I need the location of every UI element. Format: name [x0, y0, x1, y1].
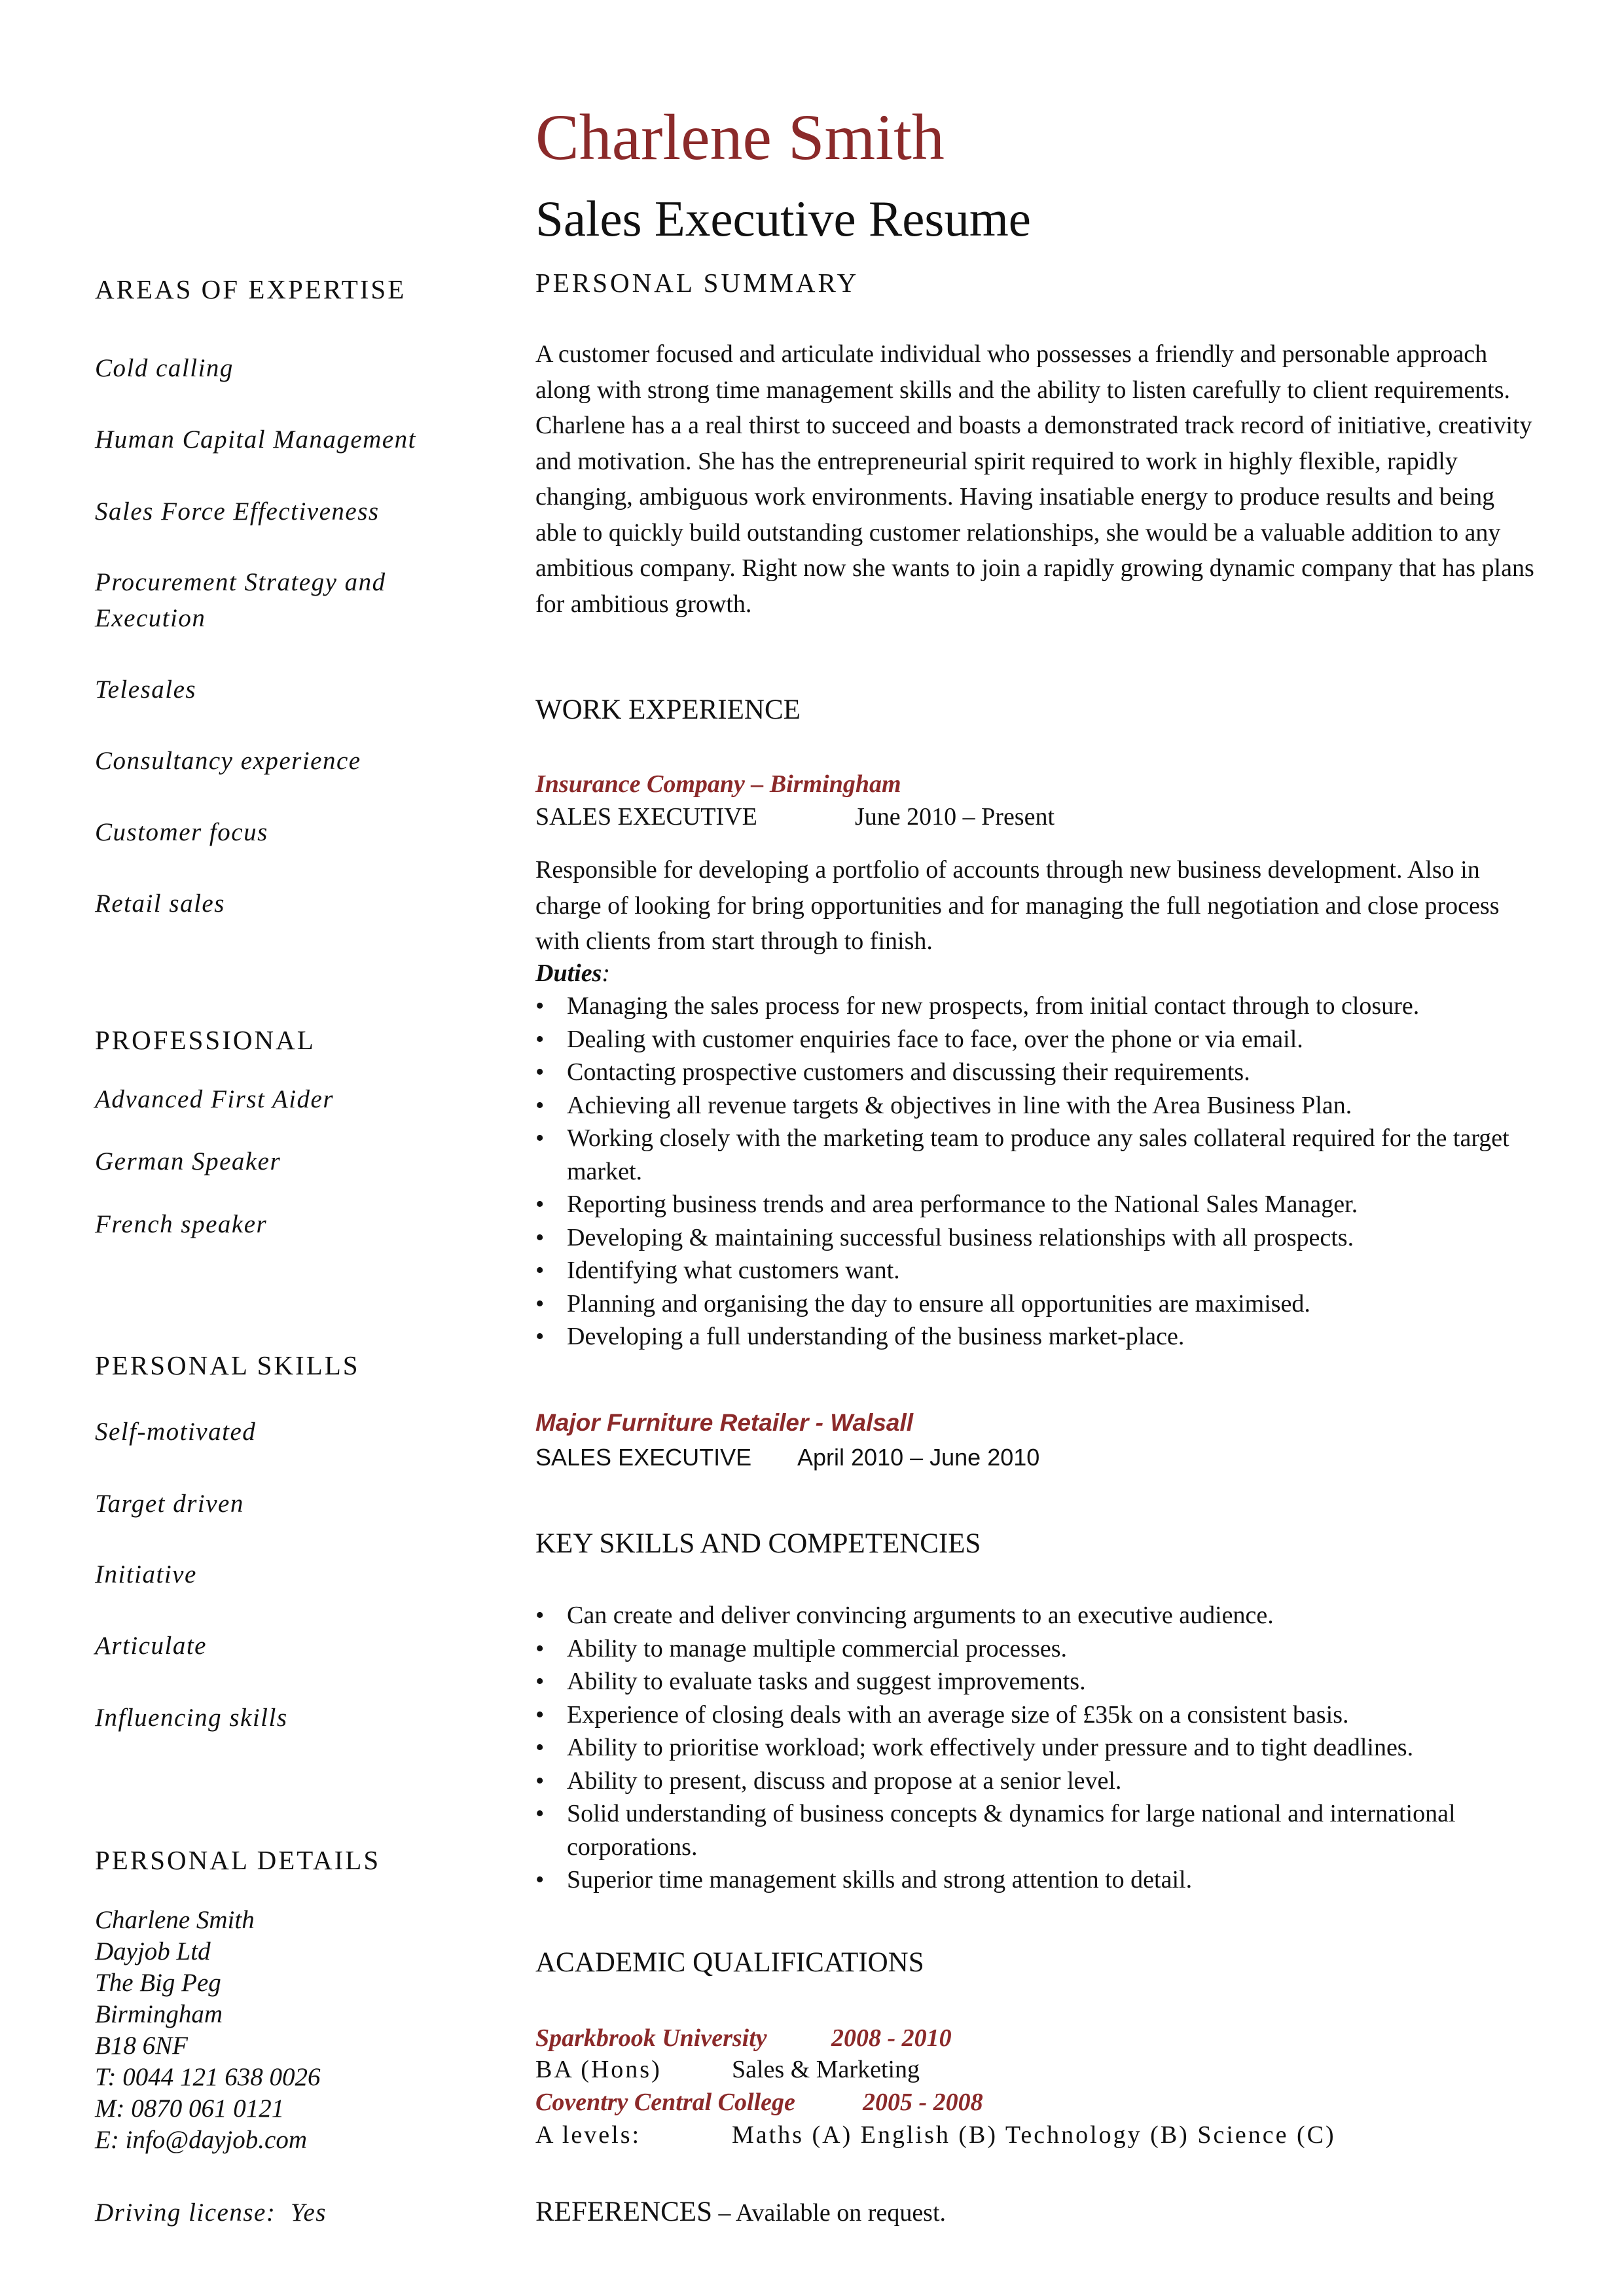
skill-item: Influencing skills — [95, 1704, 288, 1732]
duty-item: • Developing & maintaining successful business relationships with all prospects. — [535, 1221, 1537, 1255]
job2-dates: April 2010 – June 2010 — [797, 1444, 1040, 1471]
expertise-item: Cold calling — [95, 354, 234, 382]
key-skills-list — [535, 1599, 1537, 1897]
professional-heading: PROFESSIONAL — [95, 1025, 316, 1055]
job2-title: SALES EXECUTIVE — [535, 1444, 752, 1471]
alevels-label: A levels: — [535, 2121, 641, 2149]
job2-company: Major Furniture Retailer - Walsall — [535, 1409, 914, 1436]
references-heading: REFERENCES — [535, 2197, 712, 2227]
uni-years: 2008 - 2010 — [831, 2024, 952, 2052]
duty-item: • Managing the sales process for new prospects, from initial contact through to closure. — [535, 990, 1537, 1023]
key-skill-item: • Ability to manage multiple commercial processes. — [535, 1632, 1537, 1666]
key-skill-item: • Ability to present, discuss and propose at a senior level. — [535, 1765, 1537, 1798]
duty-item: • Planning and organising the day to ensure all opportunities are maximised. — [535, 1287, 1537, 1321]
references-text: – Available on request. — [712, 2199, 947, 2227]
job1-dates: June 2010 – Present — [855, 803, 1055, 831]
expertise-item: Procurement Strategy and Execution — [95, 568, 386, 632]
duty-item: • Identifying what customers want. — [535, 1254, 1537, 1287]
key-skill-item: • Superior time management skills and strong attention to detail. — [535, 1863, 1537, 1897]
expertise-item: Sales Force Effectiveness — [95, 497, 380, 526]
detail-address: The Big Peg — [95, 1969, 221, 1997]
college-name: Coventry Central College — [535, 2089, 795, 2116]
college-years: 2005 - 2008 — [863, 2089, 983, 2116]
detail-name: Charlene Smith — [95, 1906, 255, 1934]
contact-details — [95, 1905, 321, 2156]
job1-description: Responsible for developing a portfolio of accounts through new business development. Also in charge of looking for bring opportunities and for managing the full negotiation and close process with clients from start through to finish. — [535, 856, 1500, 955]
detail-company: Dayjob Ltd — [95, 1937, 211, 1965]
references-line — [535, 2196, 946, 2228]
college-line — [535, 2088, 983, 2117]
duty-item: • Developing a full understanding of the business market-place. — [535, 1320, 1537, 1354]
detail-telephone: T: 0044 121 638 0026 — [95, 2063, 321, 2091]
duty-item: • Contacting prospective customers and discussing their requirements. — [535, 1056, 1537, 1089]
detail-mobile: M: 0870 061 0121 — [95, 2094, 285, 2123]
duty-item: • Dealing with customer enquiries face to face, over the phone or via email. — [535, 1023, 1537, 1056]
job1-company: Insurance Company – Birmingham — [535, 770, 901, 798]
key-skill-item: • Experience of closing deals with an average size of £35k on a consistent basis. — [535, 1698, 1537, 1732]
job1-role-line — [535, 802, 1517, 831]
key-skills-heading: KEY SKILLS AND COMPETENCIES — [535, 1528, 981, 1559]
detail-city: Birmingham — [95, 2000, 223, 2028]
duty-item: • Achieving all revenue targets & objectives in line with the Area Business Plan. — [535, 1089, 1537, 1122]
key-skill-item: • Ability to evaluate tasks and suggest improvements. — [535, 1665, 1537, 1698]
uni-line — [535, 2024, 952, 2053]
degree-subject: Sales & Marketing — [732, 2056, 920, 2083]
professional-item: German Speaker — [95, 1147, 281, 1175]
job2-role-line — [535, 1444, 1517, 1471]
detail-email: E: info@dayjob.com — [95, 2126, 307, 2154]
skill-item: Self-motivated — [95, 1418, 257, 1446]
skill-item: Target driven — [95, 1490, 244, 1518]
job1-title: SALES EXECUTIVE — [535, 803, 757, 831]
duties-label: Duties — [535, 960, 602, 987]
duty-item: • Working closely with the marketing team to produce any sales collateral required for the target market. — [535, 1122, 1537, 1188]
detail-postcode: B18 6NF — [95, 2032, 188, 2060]
expertise-item: Consultancy experience — [95, 747, 361, 775]
driving-license: Driving license: Yes — [95, 2198, 327, 2227]
duties-colon: : — [602, 960, 611, 987]
resume-subtitle: Sales Executive Resume — [535, 190, 1031, 247]
key-skill-item: • Can create and deliver convincing arguments to an executive audience. — [535, 1599, 1537, 1632]
skill-item: Articulate — [95, 1632, 207, 1660]
skill-item: Initiative — [95, 1560, 197, 1588]
expertise-heading: AREAS OF EXPERTISE — [95, 274, 406, 304]
summary-heading: PERSONAL SUMMARY — [535, 268, 859, 298]
professional-item: Advanced First Aider — [95, 1085, 334, 1113]
summary-text: A customer focused and articulate individual who possesses a friendly and personable approach along with strong time management skills and the ability to listen carefully to client requirements. Charlene has a a real thirst to succeed and boasts a demonstrated track record of initiative, creativity and motivation. She has the entrepreneurial spirit required to work in highly flexible, rapidly changing, ambiguous work environments. Having insatiable energy to produce results and being able to quickly build outstanding customer relationships, she would be a valuable addition to any ambitious company. Right now she wants to join a rapidly growing dynamic company that has plans for ambitious growth. — [535, 340, 1534, 618]
professional-item: French speaker — [95, 1210, 268, 1238]
candidate-name: Charlene Smith — [535, 101, 945, 173]
degree-name: BA (Hons) — [535, 2056, 662, 2083]
duties-label-line — [535, 959, 610, 988]
key-skill-item: • Ability to prioritise workload; work effectively under pressure and to tight deadlines. — [535, 1731, 1537, 1765]
key-skill-item: • Solid understanding of business concepts & dynamics for large national and international corporations. — [535, 1797, 1537, 1863]
uni-name: Sparkbrook University — [535, 2024, 767, 2052]
alevels-grades: Maths (A) English (B) Technology (B) Science (C) — [732, 2121, 1336, 2149]
expertise-item: Telesales — [95, 675, 197, 704]
duty-item: • Reporting business trends and area performance to the National Sales Manager. — [535, 1188, 1537, 1221]
work-heading: WORK EXPERIENCE — [535, 694, 801, 725]
degree-line — [535, 2055, 1190, 2084]
duties-list — [535, 990, 1537, 1354]
details-heading: PERSONAL DETAILS — [95, 1845, 381, 1875]
alevels-line — [535, 2121, 1550, 2149]
expertise-item: Human Capital Management — [95, 425, 416, 454]
academic-heading: ACADEMIC QUALIFICATIONS — [535, 1947, 924, 1978]
skills-heading: PERSONAL SKILLS — [95, 1350, 360, 1380]
expertise-item: Customer focus — [95, 818, 268, 846]
expertise-item: Retail sales — [95, 889, 225, 918]
